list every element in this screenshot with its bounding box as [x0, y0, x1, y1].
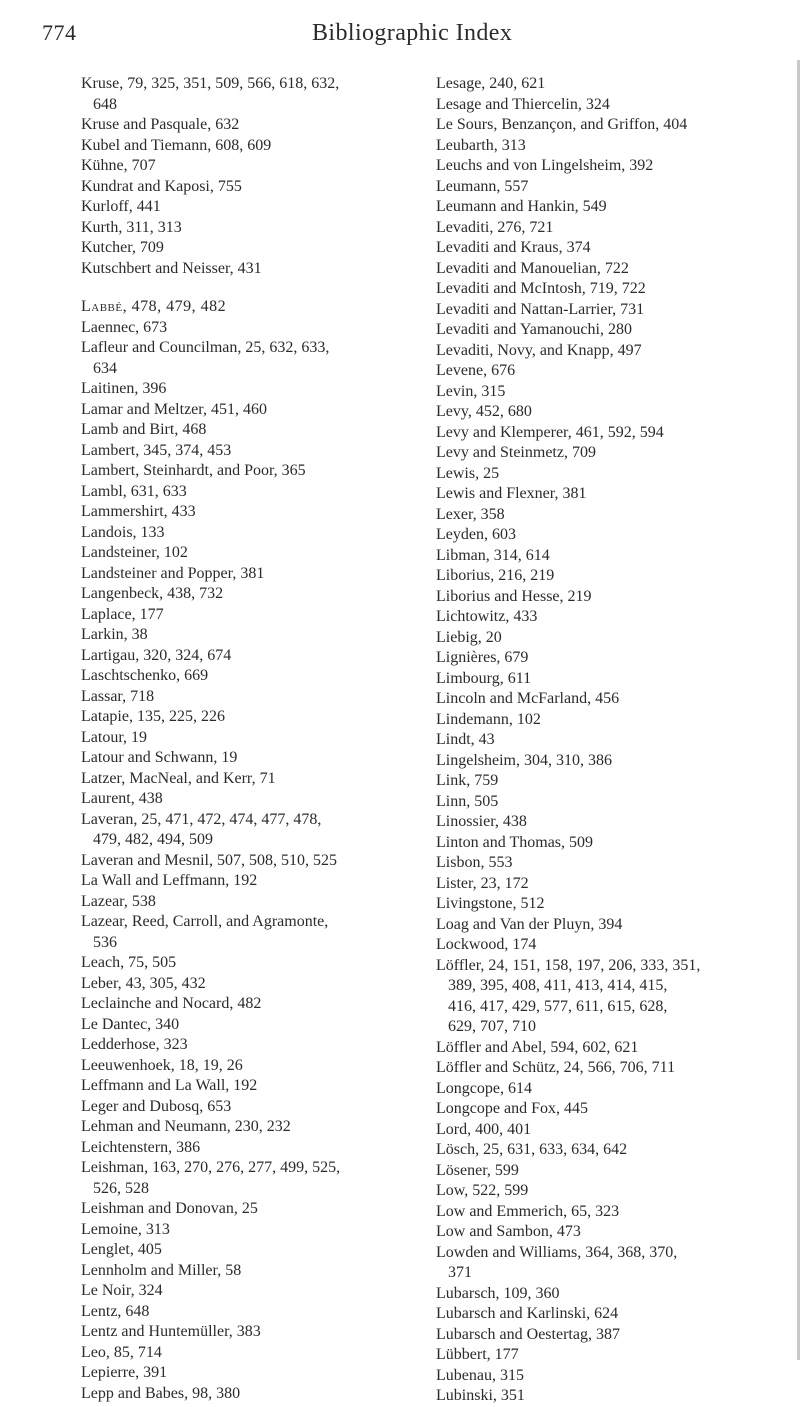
index-entry: Lubenau, 315	[436, 1366, 524, 1384]
index-entry: Leeuwenhoek, 18, 19, 26	[81, 1056, 243, 1074]
index-entry: Löffler, 24, 151, 158, 197, 206, 333, 351,	[436, 956, 701, 974]
index-entry: Loag and Van der Pluyn, 394	[436, 915, 623, 933]
index-entry: Lesage, 240, 621	[436, 75, 546, 92]
index-entry: Levaditi, 276, 721	[436, 218, 554, 236]
index-entry: Kubel and Tiemann, 608, 609	[81, 136, 272, 154]
index-entry: Kutcher, 709	[81, 239, 164, 256]
index-entry: 416, 417, 429, 577, 611, 615, 628,	[436, 997, 668, 1015]
index-entry: Low and Emmerich, 65, 323	[436, 1202, 620, 1220]
index-entry: Lubarsch and Oestertag, 387	[436, 1325, 620, 1343]
index-entry: Leber, 43, 305, 432	[81, 974, 206, 992]
index-entry: Landois, 133	[81, 523, 165, 541]
index-entry: Latzer, MacNeal, and Kerr, 71	[81, 769, 276, 787]
index-entry: Laplace, 177	[81, 605, 164, 623]
index-entry: Lesage and Thiercelin, 324	[436, 95, 610, 113]
index-entry: Lowden and Williams, 364, 368, 370,	[436, 1243, 678, 1261]
index-entry: Leach, 75, 505	[81, 954, 177, 971]
index-entry: Laschtschenko, 669	[81, 667, 209, 684]
index-entry: Leclainche and Nocard, 482	[81, 995, 262, 1012]
index-entry: 629, 707, 710	[436, 1018, 536, 1035]
index-entry: Lignières, 679	[436, 649, 529, 666]
index-entry: Lepp and Babes, 98, 380	[81, 1384, 241, 1402]
index-entry: Limbourg, 611	[436, 669, 532, 687]
index-entry: Lentz, 648	[81, 1302, 150, 1320]
index-entry: Lemoine, 313	[81, 1220, 170, 1238]
index-entry: Lafleur and Councilman, 25, 632, 633,	[81, 339, 330, 356]
index-entry: Longcope, 614	[436, 1079, 532, 1097]
index-entry: Linton and Thomas, 509	[436, 833, 594, 851]
index-entry: Lewis and Flexner, 381	[436, 485, 587, 502]
index-entry: Livingstone, 512	[436, 895, 545, 912]
index-entry: La Wall and Leffmann, 192	[81, 872, 258, 889]
index-entry: 526, 528	[81, 1179, 149, 1197]
index-entry: Lamar and Meltzer, 451, 460	[81, 400, 267, 418]
index-entry: Kruse, 79, 325, 351, 509, 566, 618, 632,	[81, 75, 340, 92]
index-column-left	[81, 74, 441, 1404]
index-entry: Liebig, 20	[436, 628, 502, 646]
index-entry: Lassar, 718	[81, 687, 155, 705]
index-entry: Lartigau, 320, 324, 674	[81, 646, 232, 664]
index-entry: Longcope and Fox, 445	[436, 1100, 588, 1117]
index-entry: Lübbert, 177	[436, 1346, 519, 1363]
index-entry: 479, 482, 494, 509	[81, 831, 213, 848]
index-entry: Laitinen, 396	[81, 380, 167, 397]
index-entry: Liborius, 216, 219	[436, 567, 555, 584]
index-entry: Lubarsch and Karlinski, 624	[436, 1305, 619, 1322]
index-entry: Landsteiner and Popper, 381	[81, 564, 265, 582]
index-entry: Latapie, 135, 225, 226	[81, 708, 225, 725]
index-entry: Lubinski, 351	[436, 1387, 525, 1404]
index-entry: Lazear, Reed, Carroll, and Agramonte,	[81, 913, 329, 930]
index-entry: 389, 395, 408, 411, 413, 414, 415,	[436, 977, 668, 994]
index-entry: Leyden, 603	[436, 526, 516, 543]
index-entry: Lisbon, 553	[436, 854, 513, 871]
index-entry: Levaditi and Yamanouchi, 280	[436, 321, 632, 338]
index-entry: Link, 759	[436, 772, 499, 789]
index-entry: Kundrat and Kaposi, 755	[81, 177, 242, 195]
index-entry: Leumann, 557	[436, 177, 529, 195]
index-entry: Lichtowitz, 433	[436, 608, 538, 625]
index-entry: Laurent, 438	[81, 790, 163, 807]
page-number: 774	[42, 20, 77, 45]
index-entry: Lepierre, 391	[81, 1364, 168, 1381]
index-entry: Kruse and Pasquale, 632	[81, 116, 240, 133]
page-header	[42, 20, 762, 56]
index-entry: Lindemann, 102	[436, 710, 541, 728]
index-entry: Liborius and Hesse, 219	[436, 587, 592, 605]
index-entry: Lister, 23, 172	[436, 874, 529, 892]
index-entry: Levy and Klemperer, 461, 592, 594	[436, 423, 664, 441]
index-entry: Lenglet, 405	[81, 1241, 162, 1258]
index-entry: Lewis, 25	[436, 464, 500, 482]
index-entry: Le Noir, 324	[81, 1282, 163, 1299]
index-entry: Levaditi and Kraus, 374	[436, 239, 591, 256]
index-entry: Levaditi and Nattan-Larrier, 731	[436, 300, 645, 318]
index-entry: Kurloff, 441	[81, 198, 161, 215]
index-entry: Labbé, 478, 479, 482	[81, 298, 227, 315]
index-entry: Leger and Dubosq, 653	[81, 1097, 232, 1115]
index-entry: Leuchs and von Lingelsheim, 392	[436, 157, 654, 174]
running-title: Bibliographic Index	[312, 20, 513, 46]
index-entry: Lamb and Birt, 468	[81, 421, 207, 438]
index-entry: 371	[436, 1264, 472, 1281]
index-entry: Le Dantec, 340	[81, 1015, 180, 1033]
index-entry: Langenbeck, 438, 732	[81, 585, 224, 602]
index-entry: Leffmann and La Wall, 192	[81, 1077, 258, 1094]
index-entry: Kurth, 311, 313	[81, 218, 182, 236]
index-entry: Löffler and Schütz, 24, 566, 706, 711	[436, 1059, 676, 1076]
index-entry: Lindt, 43	[436, 731, 495, 748]
index-entry: Larkin, 38	[81, 626, 148, 643]
index-entry: Landsteiner, 102	[81, 544, 188, 561]
index-entry: Lingelsheim, 304, 310, 386	[436, 751, 612, 769]
index-entry: Lazear, 538	[81, 892, 156, 910]
index-entry: Lentz and Huntemüller, 383	[81, 1323, 261, 1340]
index-entry: Latour, 19	[81, 728, 148, 746]
index-entry: Low and Sambon, 473	[436, 1223, 581, 1240]
index-entry: Le Sours, Benzançon, and Griffon, 404	[436, 116, 688, 133]
index-entry: Levy and Steinmetz, 709	[436, 444, 596, 461]
index-entry: Latour and Schwann, 19	[81, 749, 238, 766]
index-entry: Lord, 400, 401	[436, 1120, 532, 1138]
index-entry: 536	[81, 933, 117, 951]
index-entry: Libman, 314, 614	[436, 546, 550, 564]
index-entry: Laennec, 673	[81, 318, 168, 336]
index-entry: Leo, 85, 714	[81, 1343, 162, 1361]
index-entry: Linossier, 438	[436, 813, 527, 830]
index-entry: Low, 522, 599	[436, 1182, 529, 1199]
index-entry: Lockwood, 174	[436, 936, 537, 953]
index-entry: Lammershirt, 433	[81, 503, 196, 520]
index-entry: Laveran, 25, 471, 472, 474, 477, 478,	[81, 810, 322, 828]
index-entry: Leichtenstern, 386	[81, 1138, 201, 1156]
index-entry: 634	[81, 359, 117, 377]
index-entry: Leumann and Hankin, 549	[436, 198, 607, 215]
index-entry: Leishman and Donovan, 25	[81, 1200, 258, 1217]
index-entry: Ledderhose, 323	[81, 1036, 188, 1053]
index-entry: Kutschbert and Neisser, 431	[81, 259, 262, 277]
index-entry: Lexer, 358	[436, 505, 505, 523]
index-entry: Lennholm and Miller, 58	[81, 1261, 242, 1279]
index-entry: Lambert, 345, 374, 453	[81, 441, 232, 459]
index-entry: Lincoln and McFarland, 456	[436, 690, 620, 707]
index-entry: Levene, 676	[436, 362, 516, 379]
index-entry: Lambert, Steinhardt, and Poor, 365	[81, 462, 306, 479]
index-entry: Lehman and Neumann, 230, 232	[81, 1118, 291, 1135]
index-entry: Levaditi, Novy, and Knapp, 497	[436, 341, 642, 359]
index-entry: Lubarsch, 109, 360	[436, 1284, 560, 1302]
index-entry: Löffler and Abel, 594, 602, 621	[436, 1038, 639, 1056]
index-entry: Leubarth, 313	[436, 136, 526, 154]
index-entry: Levaditi and Manouelian, 722	[436, 259, 629, 277]
index-entry: Lambl, 631, 633	[81, 482, 187, 500]
index-entry: Laveran and Mesnil, 507, 508, 510, 525	[81, 851, 337, 869]
index-entry: Levaditi and McIntosh, 719, 722	[436, 280, 646, 297]
index-entry: Lösch, 25, 631, 633, 634, 642	[436, 1141, 628, 1158]
index-entry: 648	[81, 95, 117, 113]
index-entry: Lösener, 599	[436, 1161, 519, 1179]
index-entry: Kühne, 707	[81, 157, 156, 174]
index-entry: Levin, 315	[436, 382, 506, 400]
index-entry: Leishman, 163, 270, 276, 277, 499, 525,	[81, 1159, 341, 1176]
index-entry: Levy, 452, 680	[436, 403, 532, 420]
index-entry: Linn, 505	[436, 792, 499, 810]
index-column-right	[436, 74, 796, 1407]
